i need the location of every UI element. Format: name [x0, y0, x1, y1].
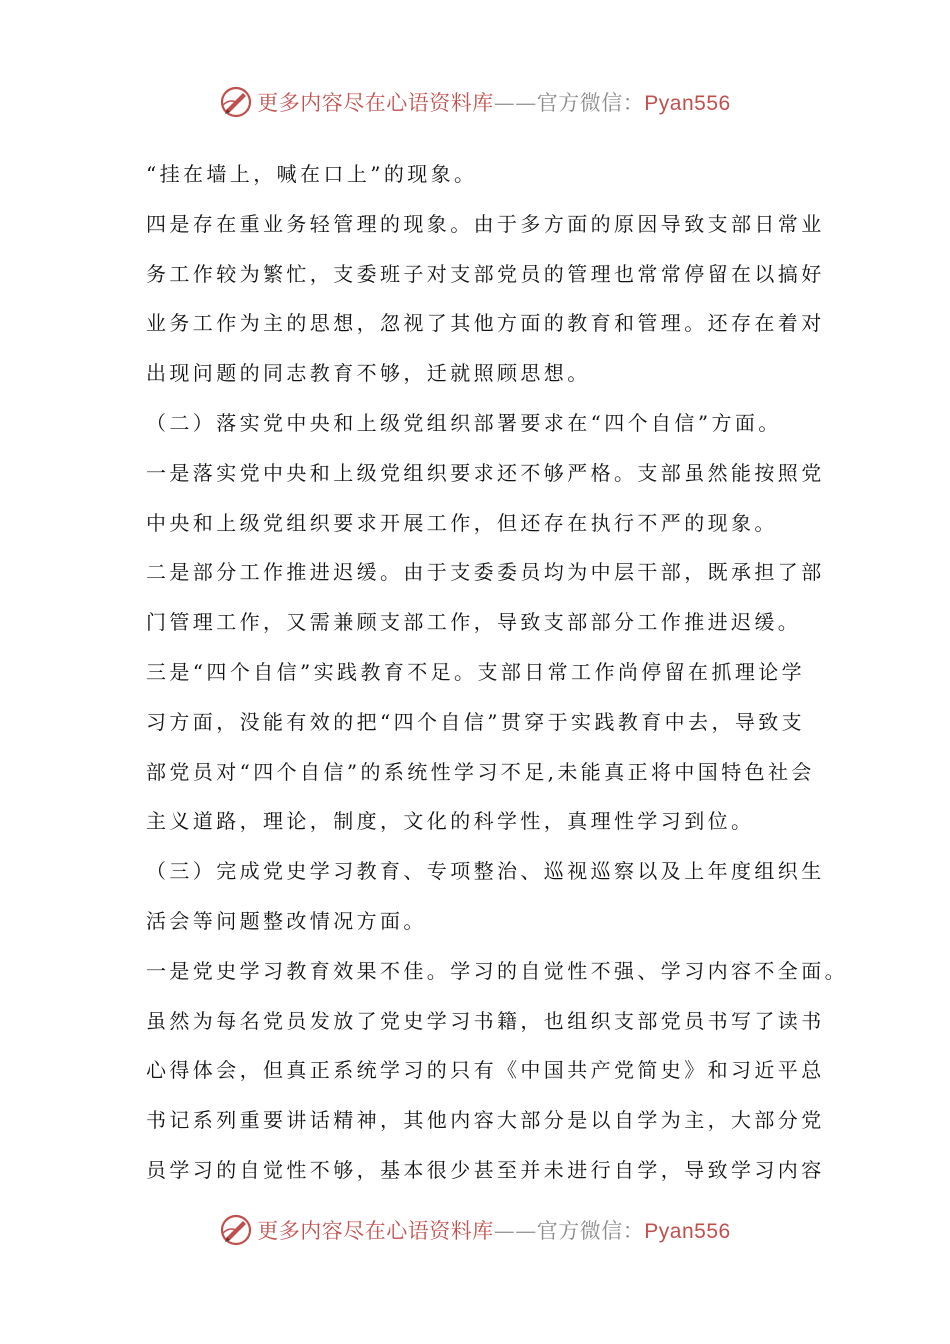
text-line: 出现问题的同志教育不够，迁就照顾思想。: [146, 361, 591, 386]
footer-site-text: 更多内容尽在心语资料库: [257, 1219, 494, 1243]
header-site-text: 更多内容尽在心语资料库: [257, 91, 494, 115]
footer-wechat-label: 官方微信：: [536, 1219, 645, 1243]
text-line: 业务工作为主的思想，忽视了其他方面的教育和管理。还存在着对: [146, 311, 825, 336]
document-body: [146, 150, 848, 1196]
text-line: 一是党史学习教育效果不佳。学习的自觉性不强、学习内容不全面。: [146, 958, 848, 983]
header-banner: [0, 82, 950, 122]
text-line: 心得体会，但真正系统学习的只有《中国共产党简史》和习近平总: [146, 1058, 825, 1083]
text-line: “挂在墙上，喊在口上”的现象。: [146, 162, 478, 186]
section-heading: （二）落实党中央和上级党组织部署要求在“四个自信”方面。: [146, 410, 782, 435]
footer-banner: [0, 1210, 950, 1250]
header-account: Pyan556: [644, 92, 731, 115]
footer-text: [257, 1215, 730, 1245]
logo-icon: [219, 1213, 253, 1247]
header-wechat-label: 官方微信：: [536, 91, 645, 115]
text-line: 活会等问题整改情况方面。: [146, 908, 427, 933]
footer-dash: ——: [493, 1219, 537, 1243]
text-line: 门管理工作，又需兼顾支部工作，导致支部部分工作推进迟缓。: [146, 610, 802, 635]
header-dash: ——: [493, 91, 537, 115]
text-line: 部党员对“四个自信”的系统性学习不足,未能真正将中国特色社会: [146, 759, 815, 784]
text-line: 一是落实党中央和上级党组织要求还不够严格。支部虽然能按照党: [146, 460, 825, 485]
text-line: 二是部分工作推进迟缓。由于支委委员均为中层干部，既承担了部: [146, 560, 825, 585]
text-line: 中央和上级党组织要求开展工作，但还存在执行不严的现象。: [146, 510, 778, 535]
header-text: [257, 87, 730, 117]
text-line: 主义道路，理论，制度，文化的科学性，真理性学习到位。: [146, 809, 755, 834]
footer-account: Pyan556: [644, 1220, 731, 1243]
text-line: 书记系列重要讲话精神，其他内容大部分是以自学为主，大部分党: [146, 1108, 825, 1133]
text-line: 四是存在重业务轻管理的现象。由于多方面的原因导致支部日常业: [146, 211, 825, 236]
text-line: 虽然为每名党员发放了党史学习书籍，也组织支部党员书写了读书: [146, 1008, 825, 1033]
text-line: 务工作较为繁忙，支委班子对支部党员的管理也常常停留在以搞好: [146, 261, 825, 286]
text-line: 习方面，没能有效的把“四个自信”贯穿于实践教育中去，导致支: [146, 709, 806, 734]
section-heading: （三）完成党史学习教育、专项整治、巡视巡察以及上年度组织生: [146, 859, 825, 884]
text-line: 三是“四个自信”实践教育不足。支部日常工作尚停留在抓理论学: [146, 659, 806, 684]
text-line: 员学习的自觉性不够，基本很少甚至并未进行自学，导致学习内容: [146, 1157, 825, 1182]
logo-icon: [219, 85, 253, 119]
